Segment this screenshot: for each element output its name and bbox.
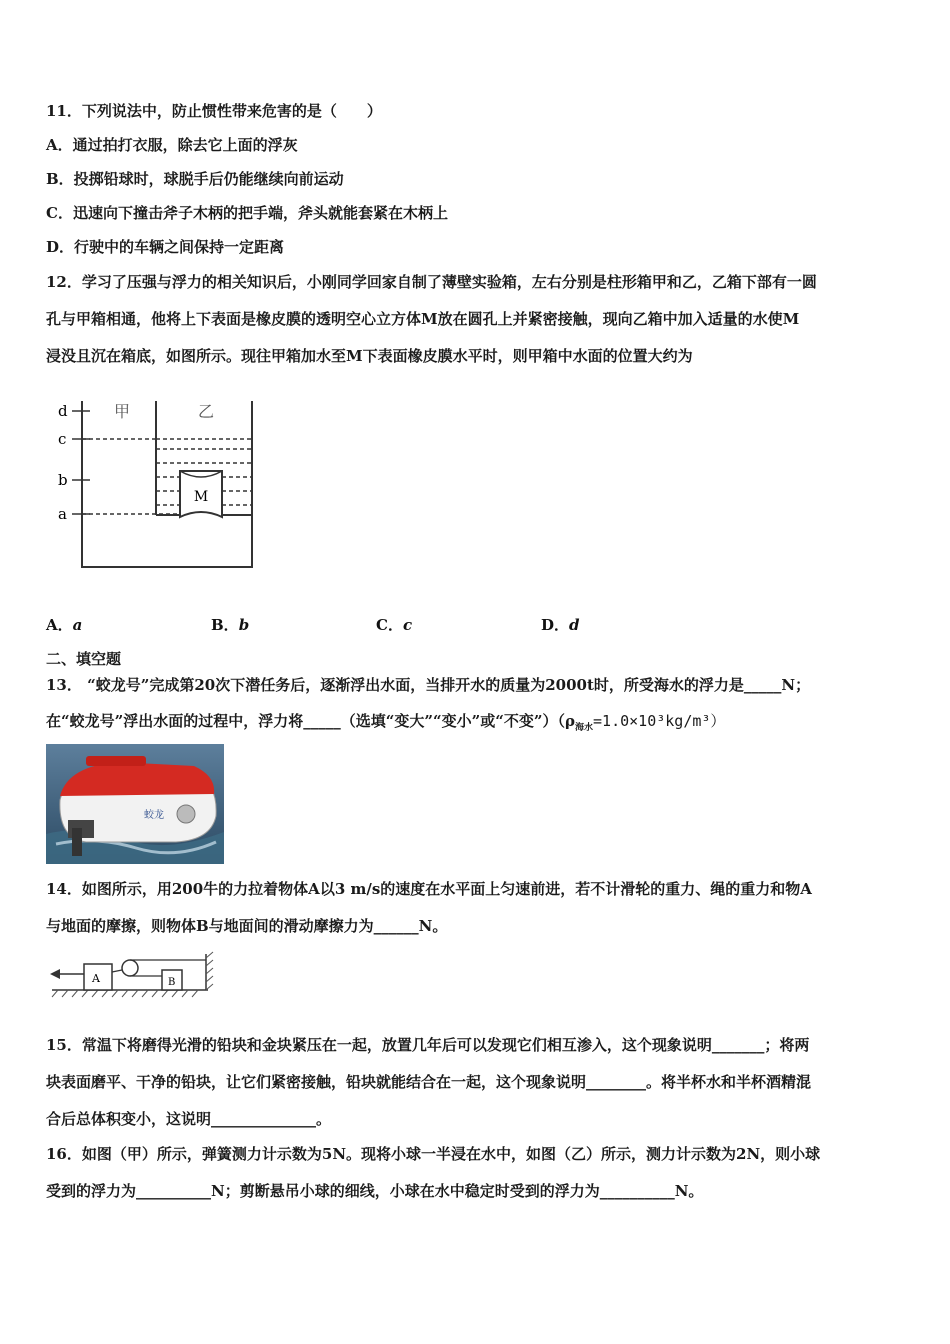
q12-level-a: a bbox=[58, 505, 67, 523]
q12-tank-figure bbox=[50, 395, 265, 575]
q12-option-d-value: d bbox=[569, 616, 580, 634]
q16-line-2: 受到的浮力为__________N；剪断悬吊小球的细线，小球在水中稳定时受到的浮力为__________N。 bbox=[46, 1182, 704, 1200]
q14-block-b-label: B bbox=[168, 977, 176, 988]
q13-density-subscript: 海水 bbox=[575, 723, 594, 733]
q13-density-value: =1.0×10³kg/m³） bbox=[593, 712, 726, 730]
q13-submarine-photo bbox=[46, 744, 224, 864]
q15-line-2: 块表面磨平、干净的铅块，让它们紧密接触，铅块就能结合在一起，这个现象说明________。将半杯水和半杯酒精混 bbox=[46, 1073, 812, 1091]
q13-photo-label: 蛟龙 bbox=[144, 810, 164, 821]
q12-line-3: 浸没且沉在箱底，如图所示。现往甲箱加水至M下表面橡皮膜水平时，则甲箱中水面的位置大约为 bbox=[46, 347, 693, 365]
q13-line-2-text: 在“蛟龙号”浮出水面的过程中，浮力将_____（选填“变大”“变小”或“不变”）（ρ bbox=[46, 712, 576, 730]
q14-pulley-figure bbox=[48, 950, 218, 1000]
q12-level-b: b bbox=[58, 471, 68, 489]
q11-option-a: A．通过拍打衣服，除去它上面的浮灰 bbox=[46, 136, 298, 154]
q12-option-d-letter: D． bbox=[541, 616, 570, 634]
q13-line-2 bbox=[46, 711, 725, 738]
q15-line-3: 合后总体积变小，这说明______________。 bbox=[46, 1110, 332, 1128]
q12-option-a-value: a bbox=[72, 616, 83, 634]
q12-option-c-value: c bbox=[402, 616, 413, 634]
q12-option-a bbox=[46, 614, 82, 635]
q12-label-yi: 乙 bbox=[198, 402, 215, 421]
q14-block-a-label: A bbox=[92, 972, 100, 985]
q14-line-1: 14．如图所示，用200牛的力拉着物体A以3 m/s的速度在水平面上匀速前进，若不计滑轮的重力、绳的重力和物A bbox=[46, 880, 812, 898]
q12-option-d bbox=[541, 614, 580, 635]
q12-level-c: c bbox=[58, 430, 67, 448]
q13-line-1: 13． “蛟龙号”完成第20次下潜任务后，逐渐浮出水面，当排开水的质量为2000t时，所受海水的浮力是_____N； bbox=[46, 676, 811, 694]
q12-option-b-letter: B． bbox=[211, 616, 239, 634]
q12-line-2: 孔与甲箱相通，他将上下表面是橡皮膜的透明空心立方体M放在圆孔上并紧密接触，现向乙箱中加入适量的水使M bbox=[46, 310, 800, 328]
q12-cube-label: M bbox=[193, 489, 209, 505]
q12-level-d: d bbox=[58, 402, 68, 420]
q12-label-jia: 甲 bbox=[114, 402, 131, 421]
q16-line-1: 16．如图（甲）所示，弹簧测力计示数为5N。现将小球一半浸在水中，如图（乙）所示，测力计示数为2N，则小球 bbox=[46, 1145, 821, 1163]
q11-option-d: D．行驶中的车辆之间保持一定距离 bbox=[46, 238, 285, 256]
q12-option-c-letter: C． bbox=[376, 616, 403, 634]
q12-option-c bbox=[376, 614, 412, 635]
q12-option-a-letter: A． bbox=[46, 616, 73, 634]
q11-option-b: B．投掷铅球时，球脱手后仍能继续向前运动 bbox=[46, 170, 344, 188]
q11-option-c: C．迅速向下撞击斧子木柄的把手端，斧头就能套紧在木柄上 bbox=[46, 204, 448, 222]
q12-line-1: 12．学习了压强与浮力的相关知识后，小刚同学回家自制了薄壁实验箱，左右分别是柱形箱甲和乙，乙箱下部有一圆 bbox=[46, 273, 817, 291]
q11-stem: 11．下列说法中，防止惯性带来危害的是（ ） bbox=[46, 102, 382, 120]
section-title: 二、填空题 bbox=[46, 650, 122, 668]
q12-option-b-value: b bbox=[238, 616, 250, 634]
q12-option-b bbox=[211, 614, 249, 635]
q15-line-1: 15．常温下将磨得光滑的铅块和金块紧压在一起，放置几年后可以发现它们相互渗入，这个现象说明_______；将两 bbox=[46, 1036, 810, 1054]
q14-line-2: 与地面的摩擦，则物体B与地面间的滑动摩擦力为______N。 bbox=[46, 917, 448, 935]
